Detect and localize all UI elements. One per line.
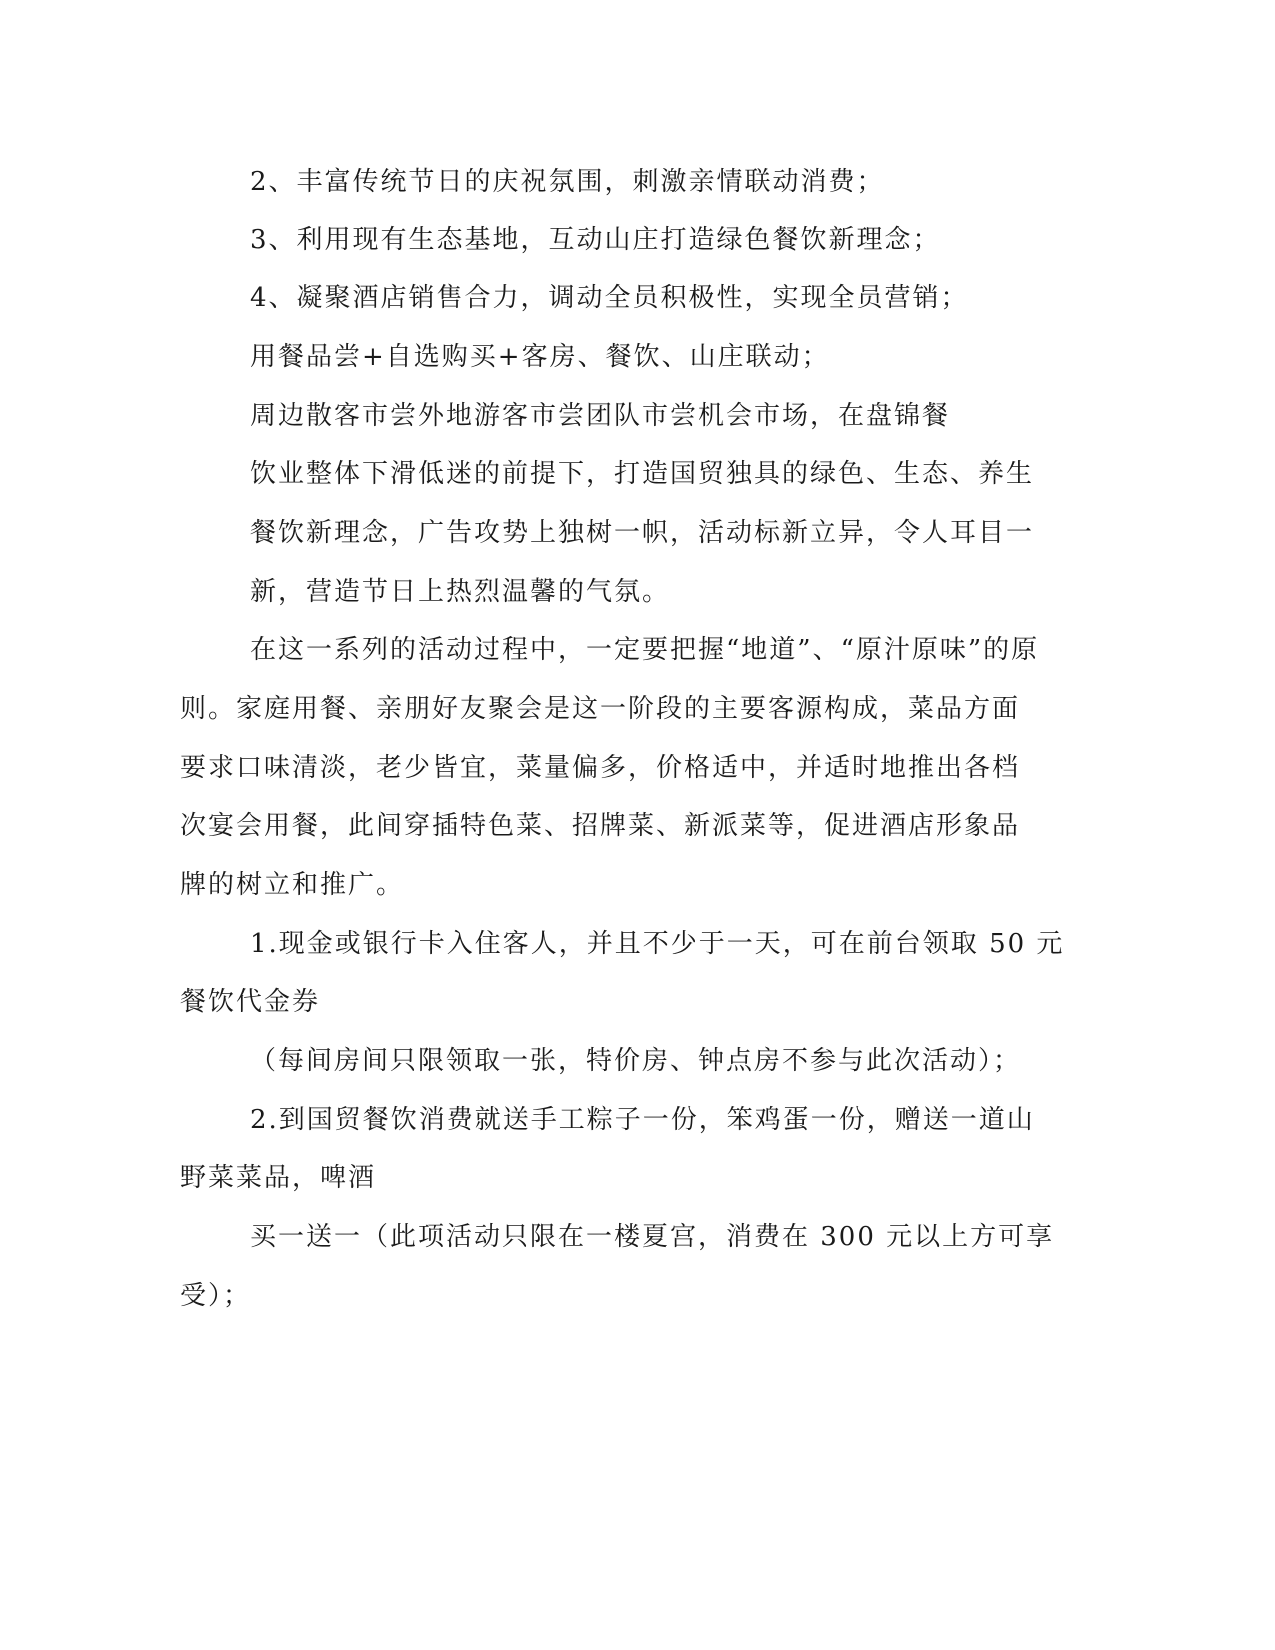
- paragraph-line: 受）；: [180, 1281, 252, 1311]
- paragraph-line: 要求口味清淡，老少皆宜，菜量偏多，价格适中，并适时地推出各档: [180, 753, 1021, 783]
- list-item-2: 2、丰富传统节日的庆祝氛围，刺激亲情联动消费；: [250, 167, 885, 197]
- paragraph-line: 新，营造节日上热烈温馨的气氛。: [250, 577, 671, 607]
- list-item-1: 1.现金或银行卡入住客人，并且不少于一天，可在前台领取 50 元: [250, 929, 1065, 959]
- paragraph-line: 周边散客市尝外地游客市尝团队市尝机会市场，在盘锦餐: [250, 401, 951, 431]
- paragraph-line: 餐饮代金券: [180, 987, 321, 1017]
- paragraph-line: （每间房间只限领取一张，特价房、钟点房不参与此次活动）；: [250, 1046, 1022, 1076]
- paragraph-line: 在这一系列的活动过程中，一定要把握“地道”、“原汁原味”的原: [250, 635, 1040, 665]
- paragraph-line: 用餐品尝+自选购买+客房、餐饮、山庄联动；: [250, 342, 830, 372]
- paragraph-line: 餐饮新理念，广告攻势上独树一帜，活动标新立异，令人耳目一: [250, 518, 1035, 548]
- paragraph-line: 买一送一（此项活动只限在一楼夏宫，消费在 300 元以上方可享: [250, 1222, 1055, 1252]
- paragraph-line: 则。家庭用餐、亲朋好友聚会是这一阶段的主要客源构成，菜品方面: [180, 694, 1021, 724]
- paragraph-line: 饮业整体下滑低迷的前提下，打造国贸独具的绿色、生态、养生: [250, 459, 1035, 489]
- paragraph-line: 野菜菜品，啤酒: [180, 1163, 377, 1193]
- list-item-3: 3、利用现有生态基地，互动山庄打造绿色餐饮新理念；: [250, 225, 941, 255]
- list-item-4: 4、凝聚酒店销售合力，调动全员积极性，实现全员营销；: [250, 283, 969, 313]
- list-item-2b: 2.到国贸餐饮消费就送手工粽子一份，笨鸡蛋一份，赠送一道山: [250, 1105, 1035, 1135]
- paragraph-line: 次宴会用餐，此间穿插特色菜、招牌菜、新派菜等，促进酒店形象品: [180, 811, 1021, 841]
- paragraph-line: 牌的树立和推广。: [180, 870, 405, 900]
